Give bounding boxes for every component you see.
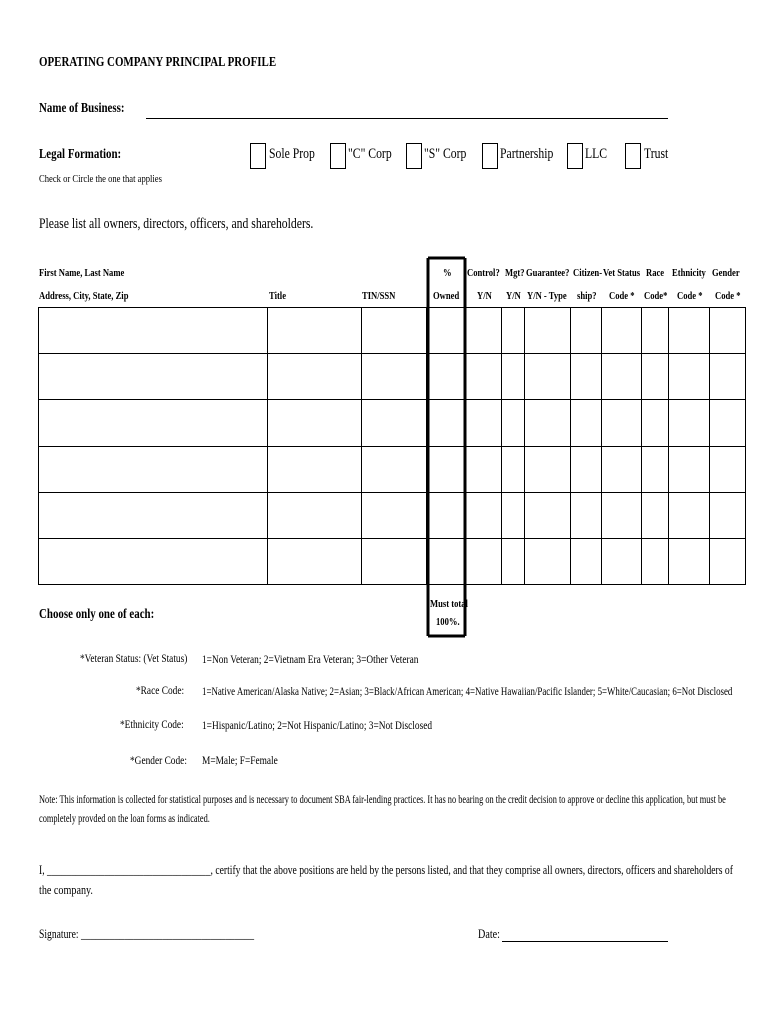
legend-vet-value: 1=Non Veteran; 2=Vietnam Era Veteran; 3=Other Veteran bbox=[202, 652, 419, 666]
header-vet-status: Vet Status bbox=[603, 267, 641, 279]
must-total-note: Must total bbox=[430, 598, 468, 610]
must-total-pct: 100%. bbox=[436, 616, 460, 628]
option-c-corp-label: "C" Corp bbox=[348, 146, 392, 162]
date-field[interactable] bbox=[502, 941, 668, 942]
header-gender-code: Code * bbox=[715, 290, 741, 302]
header-control-yn: Y/N bbox=[477, 290, 492, 302]
legend-ethnicity-value: 1=Hispanic/Latino; 2=Not Hispanic/Latino; 3=Not Disclosed bbox=[202, 718, 433, 732]
header-control: Control? bbox=[467, 267, 500, 279]
header-citizenship-2: ship? bbox=[577, 290, 597, 302]
header-name: First Name, Last Name bbox=[39, 267, 125, 279]
legend-gender-label: *Gender Code: bbox=[130, 753, 187, 767]
instructions: Please list all owners, directors, officers, and shareholders. bbox=[39, 216, 314, 232]
certification-line-2: the company. bbox=[39, 882, 93, 897]
option-trust-label: Trust bbox=[644, 146, 669, 162]
business-name-label: Name of Business: bbox=[39, 101, 125, 116]
legend-vet-label: *Veteran Status: (Vet Status) bbox=[80, 651, 188, 665]
note-line-2: completely provded on the loan forms as indicated. bbox=[39, 813, 210, 825]
legend-race-value: 1=Native American/Alaska Native; 2=Asian; 3=Black/African American; 4=Native Hawaiian/Pacific Islander; 5=White/Caucasian; 6=Not Disclosed bbox=[202, 684, 733, 698]
header-guarantee-type: Y/N - Type bbox=[527, 290, 567, 302]
header-guarantee: Guarantee? bbox=[526, 267, 570, 279]
header-race-code: Code* bbox=[644, 290, 668, 302]
header-tin: TIN/SSN bbox=[362, 290, 396, 302]
option-s-corp-label: "S" Corp bbox=[424, 146, 467, 162]
header-ethnicity-code: Code * bbox=[677, 290, 703, 302]
legend-ethnicity-label: *Ethnicity Code: bbox=[120, 717, 184, 731]
legal-formation-label: Legal Formation: bbox=[39, 147, 122, 162]
header-mgt: Mgt? bbox=[505, 267, 525, 279]
option-sole-prop-label: Sole Prop bbox=[269, 146, 315, 162]
header-owned: Owned bbox=[433, 290, 460, 302]
form-title: OPERATING COMPANY PRINCIPAL PROFILE bbox=[39, 55, 277, 70]
certification-line-1: I, __________________________________, certify that the above positions are held by the persons listed, and that they comprise all owners, directors, officers and shareholders of bbox=[39, 862, 733, 877]
header-vet-code: Code * bbox=[609, 290, 635, 302]
date-label: Date: bbox=[478, 926, 500, 941]
header-owned-pct: % bbox=[443, 267, 452, 279]
note-line-1: Note: This information is collected for statistical purposes and is necessary to document SBA fair-lending practices. It has no bearing on the credit decision to approve or decline this application, but must be bbox=[39, 794, 726, 806]
signature-field[interactable]: Signature: ____________________________________ bbox=[39, 926, 255, 941]
header-address: Address, City, State, Zip bbox=[39, 290, 129, 302]
legend-gender-value: M=Male; F=Female bbox=[202, 753, 278, 767]
option-llc-label: LLC bbox=[585, 146, 608, 162]
header-ethnicity: Ethnicity bbox=[672, 267, 706, 279]
legend-heading: Choose only one of each: bbox=[39, 607, 155, 622]
header-citizenship: Citizen- bbox=[573, 267, 603, 279]
legend-race-label: *Race Code: bbox=[136, 683, 185, 697]
header-race: Race bbox=[646, 267, 665, 279]
header-title: Title bbox=[269, 290, 287, 302]
header-gender: Gender bbox=[712, 267, 740, 279]
header-mgt-yn: Y/N bbox=[506, 290, 521, 302]
option-partnership-label: Partnership bbox=[500, 146, 554, 162]
legal-formation-hint: Check or Circle the one that applies bbox=[39, 173, 162, 185]
